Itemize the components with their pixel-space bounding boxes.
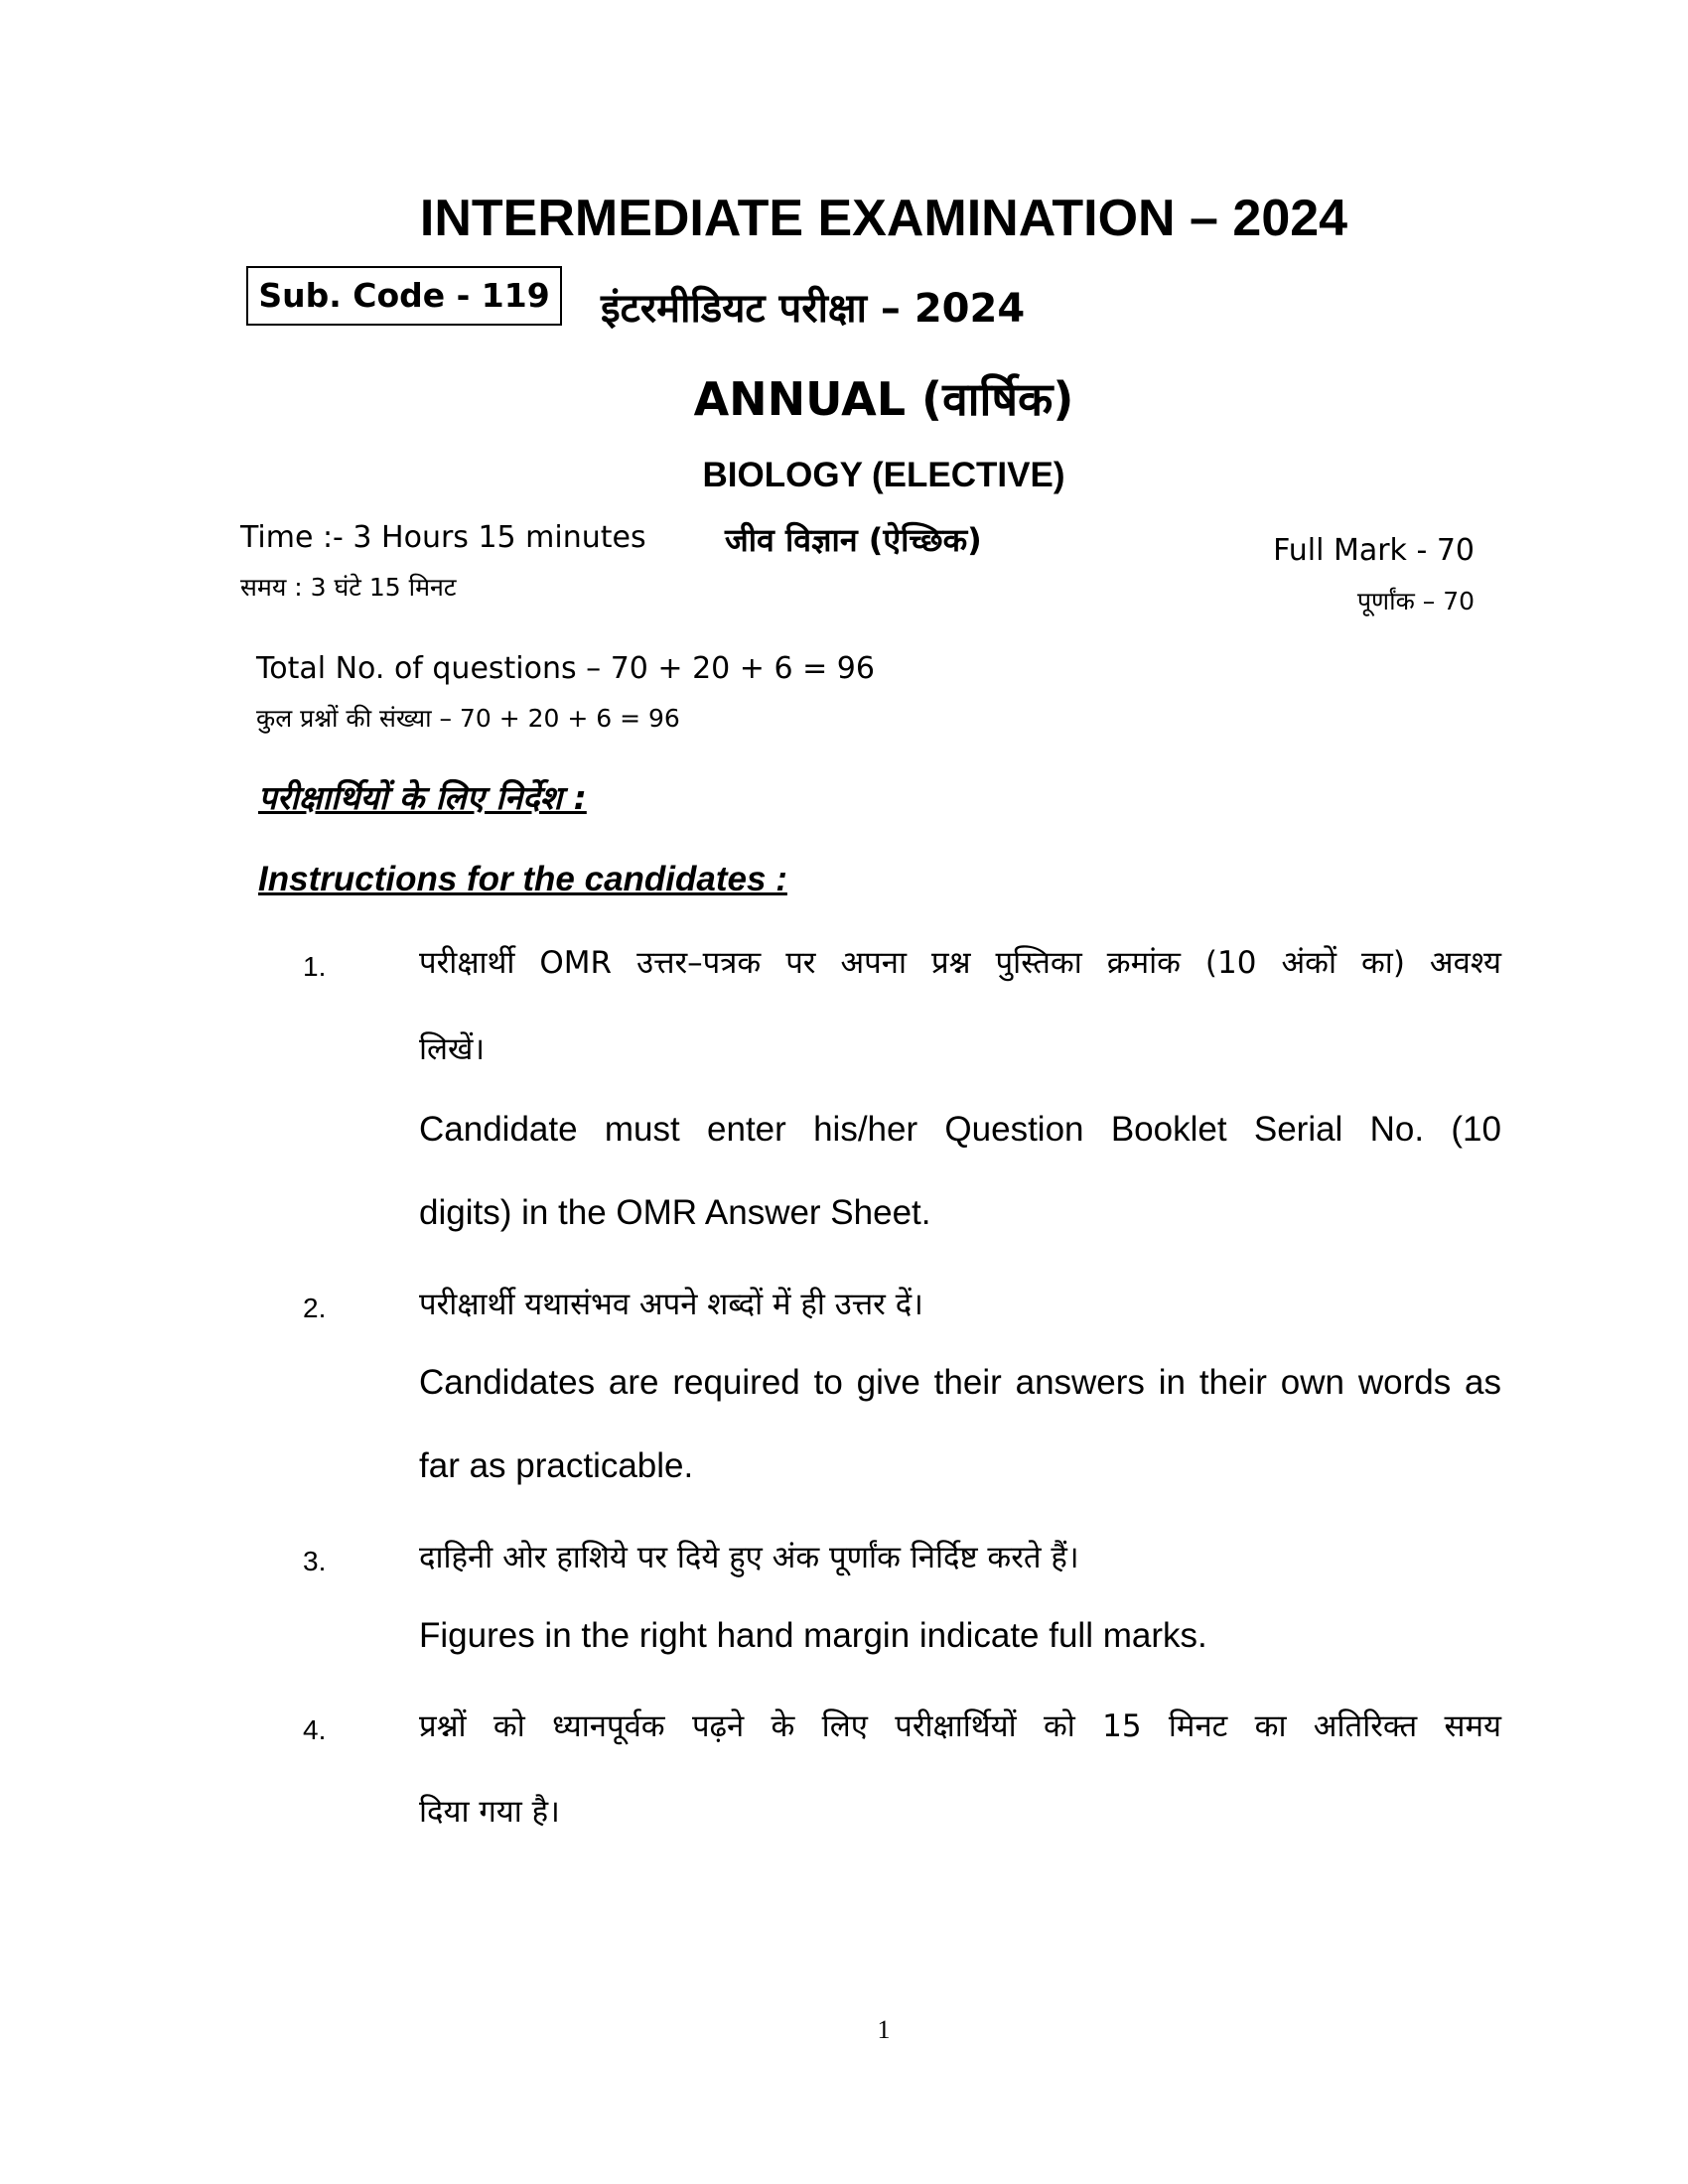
instructions-heading-hindi: परीक्षार्थियों के लिए निर्देश : — [258, 778, 587, 817]
instructions-heading-english: Instructions for the candidates : — [258, 860, 787, 898]
instruction-1-number: 1. — [303, 951, 327, 982]
full-mark-hindi: पूर्णांक – 70 — [1356, 587, 1475, 615]
instruction-2-hindi-line-1: परीक्षार्थी यथासंभव अपने शब्दों में ही उत्तर दें। — [419, 1287, 923, 1322]
full-mark-english: Full Mark - 70 — [1273, 533, 1475, 568]
page-number: 1 — [877, 2015, 891, 2044]
instruction-3-number: 3. — [303, 1546, 327, 1576]
instruction-2-english-line-2: far as practicable. — [419, 1446, 694, 1485]
subject-code-box: Sub. Code - 119 — [246, 266, 562, 326]
instruction-4-hindi-line-2: दिया गया है। — [419, 1794, 560, 1830]
exam-title-hindi: इंटरमीडियट परीक्षा – 2024 — [601, 286, 1026, 332]
total-questions-english: Total No. of questions – 70 + 20 + 6 = 96 — [256, 651, 875, 686]
time-hindi: समय : 3 घंटे 15 मिनट — [240, 573, 457, 602]
exam-type: ANNUAL (वार्षिक) — [693, 372, 1074, 426]
subject-title-hindi: जीव विज्ञान (ऐच्छिक) — [725, 521, 982, 559]
instruction-1-english-line-1: Candidate must enter his/her Question Booklet Serial No. (10 — [419, 1110, 1501, 1149]
instruction-3-english-line-1: Figures in the right hand margin indicate full marks. — [419, 1616, 1207, 1655]
time-english: Time :- 3 Hours 15 minutes — [240, 520, 646, 555]
total-questions-hindi: कुल प्रश्नों की संख्या – 70 + 20 + 6 = 96 — [256, 704, 680, 733]
instruction-4-number: 4. — [303, 1714, 327, 1745]
exam-title: INTERMEDIATE EXAMINATION – 2024 — [419, 190, 1348, 247]
subject-title: BIOLOGY (ELECTIVE) — [702, 456, 1065, 494]
instruction-4-hindi-line-1: प्रश्नों को ध्यानपूर्वक पढ़ने के लिए परीक्षार्थियों को 15 मिनट का अतिरिक्त समय — [419, 1708, 1501, 1744]
instruction-1-hindi-line-1: परीक्षार्थी OMR उत्तर–पत्रक पर अपना प्रश्न पुस्तिका क्रमांक (10 अंकों का) अवश्य — [419, 945, 1501, 981]
instruction-3-hindi-line-1: दाहिनी ओर हाशिये पर दिये हुए अंक पूर्णांक निर्दिष्ट करते हैं। — [419, 1540, 1079, 1575]
instruction-1-hindi-line-2: लिखें। — [419, 1031, 486, 1067]
instruction-2-number: 2. — [303, 1293, 327, 1323]
instruction-2-english-line-1: Candidates are required to give their answers in their own words as — [419, 1363, 1501, 1402]
instruction-1-english-line-2: digits) in the OMR Answer Sheet. — [419, 1193, 931, 1232]
